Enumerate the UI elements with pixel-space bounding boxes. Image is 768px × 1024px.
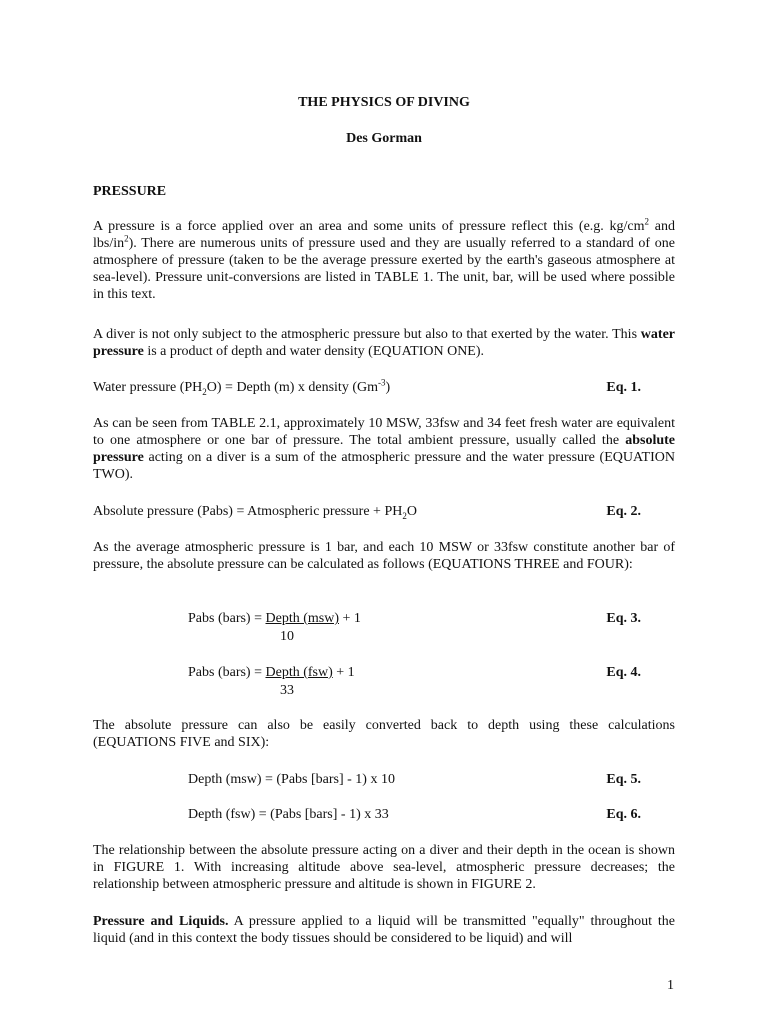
document-author: Des Gorman	[346, 131, 422, 146]
paragraph-convert-back: The absolute pressure can also be easily converted back to depth using these calculations (EQUATIONS FIVE and SIX):	[93, 718, 675, 750]
page-number: 1	[667, 978, 674, 993]
equation-5-label: Eq. 5.	[606, 772, 641, 787]
paragraph-pressure-liquids: Pressure and Liquids. A pressure applied to a liquid will be transmitted "equally" throughout the liquid (and in this context the body tissues should be considered to be liquid) and will	[93, 914, 675, 946]
equation-5-text: Depth (msw) = (Pabs [bars] - 1) x 10	[188, 772, 395, 787]
equation-3	[93, 610, 675, 644]
equation-4	[93, 664, 675, 698]
paragraph-relationship: The relationship between the absolute pressure acting on a diver and their depth in the ocean is shown in FIGURE 1. With increasing altitude above sea-level, atmospheric pressure decreases; the relationship between atmospheric pressure and altitude is shown in FIGURE 2.	[93, 843, 675, 892]
equation-2-label: Eq. 2.	[606, 504, 641, 519]
equation-1-text: Water pressure $(PH_2O)$ = Depth (m) x density $(Gm^{-3})$	[93, 377, 391, 397]
equation-3-text: Pabs (bars) = Depth (msw) + 1	[188, 611, 361, 626]
section-heading: PRESSURE	[93, 184, 167, 199]
equation-2	[93, 503, 675, 520]
equation-5	[93, 771, 675, 788]
equation-4-denominator: 33	[280, 683, 294, 698]
equation-6-text: Depth (fsw) = (Pabs [bars] - 1) x 33	[188, 807, 389, 822]
equation-4-label: Eq. 4.	[606, 665, 641, 680]
paragraph-average-pressure: As the average atmospheric pressure is 1 bar, and each 10 MSW or 33fsw constitute another bar of pressure, the absolute pressure can be calculated as follows (EQUATIONS THREE and FOUR):	[93, 540, 675, 572]
equation-2-text: Absolute pressure (Pabs) = Atmospheric pressure + $PH_2O$	[93, 504, 417, 521]
paragraph-pressure-definition: A pressure is a force applied over an area and some units of pressure reflect this (e.g. $kg/cm^2$ and lbs/$in^2$). There are numerous units of pressure used and they are usually referred to a standard of one atmosphere of pressure (taken to be the average pressure exerted by the earth's gaseous atmosphere at sea-level). Pressure unit-conversions are listed in TABLE 1. The unit, bar, will be used where possible in this text.	[93, 216, 675, 302]
equation-1-label: Eq. 1.	[606, 380, 641, 395]
paragraph-absolute-pressure: As can be seen from TABLE 2.1, approximately 10 MSW, 33fsw and 34 feet fresh water are equivalent to one atmosphere or one bar of pressure. The total ambient pressure, usually called the absolute pressure acting on a diver is a sum of the atmospheric pressure and the water pressure (EQUATION TWO).	[93, 416, 675, 482]
equation-4-text: Pabs (bars) = Depth (fsw) + 1	[188, 665, 355, 680]
equation-3-label: Eq. 3.	[606, 611, 641, 626]
document-title: THE PHYSICS OF DIVING	[298, 95, 470, 110]
equation-3-denominator: 10	[280, 629, 294, 644]
equation-6-label: Eq. 6.	[606, 807, 641, 822]
equation-6	[93, 806, 675, 823]
equation-1	[93, 379, 675, 396]
paragraph-water-pressure: A diver is not only subject to the atmospheric pressure but also to that exerted by the water. This water pressure is a product of depth and water density (EQUATION ONE).	[93, 327, 675, 359]
